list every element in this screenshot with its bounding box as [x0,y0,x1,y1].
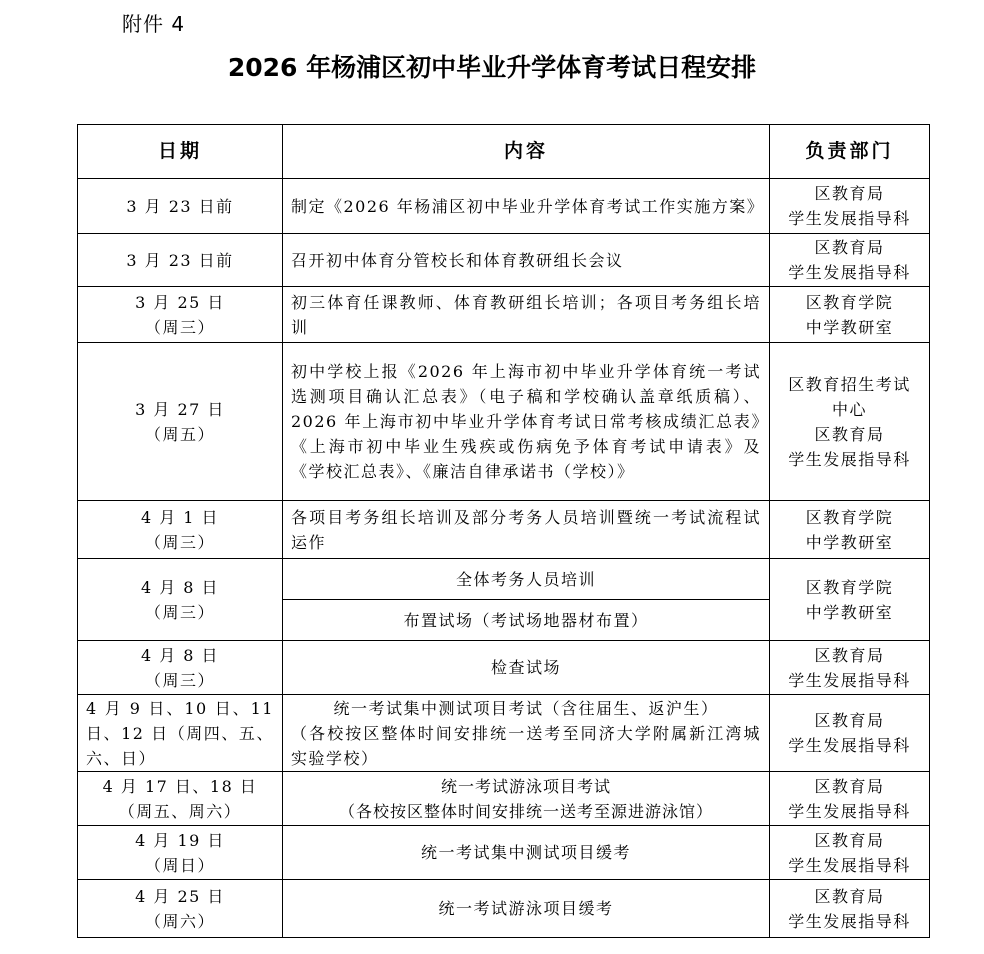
dept-cell [770,772,930,826]
content-line: 统一考试集中测试项目考试（含往届生、返沪生） [333,698,719,718]
dept-line: 学生发展指导科 [788,449,911,469]
dept-cell [770,559,930,641]
page-title: 2026 年杨浦区初中毕业升学体育考试日程安排 [227,53,757,82]
weekday-line: （周三） [144,602,215,622]
date-line: 4 月 8 日 [140,645,220,665]
dept-line: 区教育学院 [805,577,894,597]
dept-line: 学生发展指导科 [788,911,911,931]
date-cell: 3 月 23 日前 [78,234,283,287]
content-cell: 初三体育任课教师、体育教研组长培训；各项目考务组长培训 [283,287,770,343]
date-line: 4 月 8 日 [140,577,220,597]
dept-line: 学生发展指导科 [788,736,911,755]
date-cell [78,880,283,938]
table-row [78,559,930,600]
weekday-line: （周三） [144,317,215,337]
table-row [78,772,930,826]
table-row [78,179,930,234]
dept-line: 区教育招生考试 [788,374,911,394]
date-cell [78,772,283,826]
dept-cell [770,695,930,772]
content-cell: 统一考试集中测试项目缓考 [283,826,770,880]
date-line: 4 月 19 日 [135,830,225,850]
dept-line: 区教育局 [814,886,885,906]
table-row [78,234,930,287]
dept-line: 区教育学院 [805,292,894,312]
header-date: 日期 [78,125,283,179]
dept-line: 中学教研室 [805,532,894,552]
content-cell [283,695,770,772]
date-line: 3 月 25 日 [135,292,225,312]
table-row [78,880,930,938]
dept-line: 学生发展指导科 [788,855,911,875]
weekday-line: （周三） [144,532,215,552]
dept-line: 中心 [831,399,867,419]
content-cell: 初中学校上报《2026 年上海市初中毕业升学体育统一考试选测项目确认汇总表》（电子稿和学校确认盖章纸质稿）、2026 年上海市初中毕业升学体育考试日常考核成绩汇总表》《上海市初中毕业生残疾或伤病免予体育考试申请表》及《学校汇总表》、《廉洁自律承诺书（学校）》 [283,343,770,501]
dept-line: 区教育局 [814,238,885,257]
content-line: 统一考试游泳项目考试 [440,776,611,796]
table-row [78,343,930,501]
dept-line: 中学教研室 [805,602,894,622]
table-row [78,695,930,772]
table-row [78,641,930,695]
dept-line: 区教育局 [814,711,885,730]
content-note: （各校按区整体时间安排统一送考至源进游泳馆） [338,801,713,821]
dept-line: 区教育局 [814,776,885,796]
dept-line: 区教育局 [814,830,885,850]
dept-line: 学生发展指导科 [788,209,911,228]
dept-cell [770,343,930,501]
date-line: 4 月 25 日 [135,886,225,906]
date-cell: 3 月 23 日前 [78,179,283,234]
dept-cell [770,826,930,880]
date-cell [78,641,283,695]
content-cell: 布置试场（考试场地器材布置） [283,600,770,641]
content-cell: 检查试场 [283,641,770,695]
dept-cell [770,287,930,343]
date-cell [78,501,283,559]
table-row [78,287,930,343]
content-cell: 全体考务人员培训 [283,559,770,600]
table-row [78,501,930,559]
content-cell: 召开初中体育分管校长和体育教研组长会议 [283,234,770,287]
dept-line: 中学教研室 [805,317,894,337]
weekday-line: （周五） [144,424,215,444]
dept-cell [770,234,930,287]
date-cell: 4 月 9 日、10 日、11 日、12 日（周四、五、六、日） [78,695,283,772]
dept-line: 学生发展指导科 [788,263,911,282]
dept-cell [770,641,930,695]
dept-cell [770,880,930,938]
content-note: （各校按区整体时间安排统一送考至同济大学附属新江湾城实验学校） [291,723,761,768]
content-cell: 统一考试游泳项目缓考 [283,880,770,938]
weekday-line: （周日） [144,855,215,875]
table-row [78,826,930,880]
weekday-line: （周三） [144,670,215,690]
dept-line: 学生发展指导科 [788,801,911,821]
content-cell [283,772,770,826]
dept-cell [770,179,930,234]
dept-line: 区教育局 [814,645,885,665]
date-cell [78,287,283,343]
dept-line: 区教育局 [814,184,885,203]
date-cell [78,826,283,880]
dept-cell [770,501,930,559]
schedule-table [77,124,930,938]
date-cell [78,343,283,501]
header-dept: 负责部门 [770,125,930,179]
table-header-row [78,125,930,179]
attachment-label: 附件 4 [122,12,186,36]
weekday-line: （周六） [144,911,215,931]
date-line: 4 月 1 日 [140,507,220,527]
content-cell: 制定《2026 年杨浦区初中毕业升学体育考试工作实施方案》 [283,179,770,234]
dept-line: 区教育学院 [805,507,894,527]
date-line: 3 月 27 日 [135,399,225,419]
dept-line: 区教育局 [814,424,885,444]
content-cell: 各项目考务组长培训及部分考务人员培训暨统一考试流程试运作 [283,501,770,559]
date-cell [78,559,283,641]
dept-line: 学生发展指导科 [788,670,911,690]
weekday-line: （周五、周六） [118,801,242,821]
header-content: 内容 [283,125,770,179]
date-line: 4 月 17 日、18 日 [102,776,258,796]
